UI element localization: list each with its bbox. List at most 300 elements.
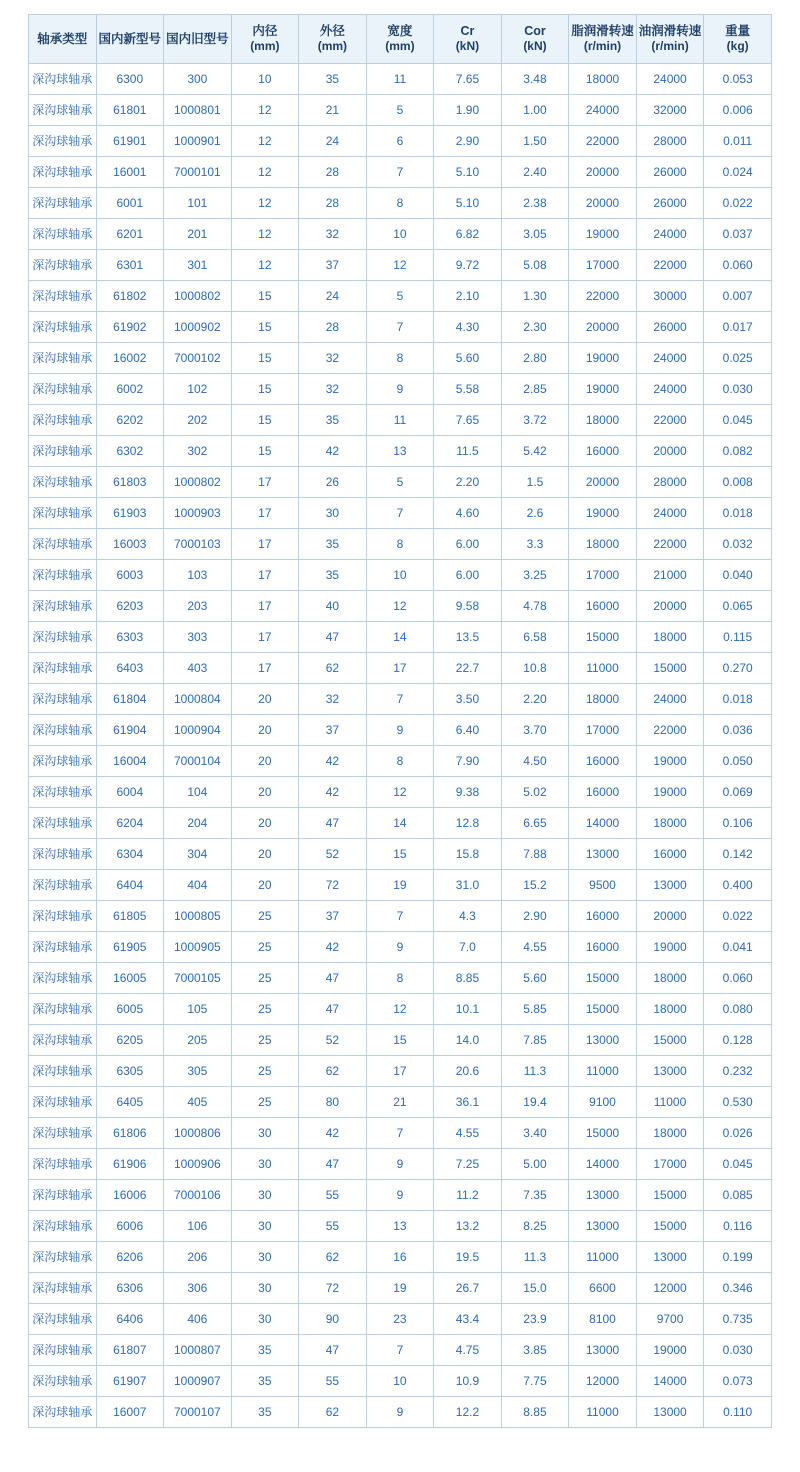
cell-width: 5: [366, 95, 434, 126]
cell-new-model: 61802: [96, 281, 164, 312]
cell-inner-diameter: 25: [231, 901, 299, 932]
cell-cr: 6.82: [434, 219, 502, 250]
cell-grease-speed: 6600: [569, 1273, 637, 1304]
cell-inner-diameter: 15: [231, 343, 299, 374]
cell-new-model: 6403: [96, 653, 164, 684]
cell-cor: 7.88: [501, 839, 569, 870]
cell-cr: 7.90: [434, 746, 502, 777]
cell-width: 8: [366, 343, 434, 374]
cell-cr: 36.1: [434, 1087, 502, 1118]
cell-bearing-type: 深沟球轴承: [29, 343, 97, 374]
cell-weight: 0.026: [704, 1118, 772, 1149]
cell-new-model: 16006: [96, 1180, 164, 1211]
cell-weight: 0.128: [704, 1025, 772, 1056]
cell-weight: 0.110: [704, 1397, 772, 1428]
cell-oil-speed: 18000: [636, 808, 704, 839]
cell-weight: 0.065: [704, 591, 772, 622]
column-header-unit: (mm): [385, 39, 415, 54]
cell-weight: 0.045: [704, 1149, 772, 1180]
table-row: [29, 95, 772, 126]
cell-outer-diameter: 42: [299, 932, 367, 963]
cell-width: 7: [366, 1335, 434, 1366]
cell-outer-diameter: 30: [299, 498, 367, 529]
cell-width: 9: [366, 932, 434, 963]
column-header-unit: (kg): [726, 39, 749, 54]
cell-outer-diameter: 37: [299, 901, 367, 932]
cell-width: 7: [366, 498, 434, 529]
cell-inner-diameter: 20: [231, 777, 299, 808]
table-row: [29, 684, 772, 715]
cell-bearing-type: 深沟球轴承: [29, 1087, 97, 1118]
table-row: [29, 1180, 772, 1211]
cell-grease-speed: 16000: [569, 932, 637, 963]
cell-oil-speed: 22000: [636, 405, 704, 436]
cell-new-model: 61904: [96, 715, 164, 746]
cell-cor: 8.85: [501, 1397, 569, 1428]
cell-oil-speed: 24000: [636, 498, 704, 529]
cell-bearing-type: 深沟球轴承: [29, 1056, 97, 1087]
cell-old-model: 303: [164, 622, 232, 653]
cell-oil-speed: 28000: [636, 467, 704, 498]
cell-bearing-type: 深沟球轴承: [29, 157, 97, 188]
cell-new-model: 6305: [96, 1056, 164, 1087]
cell-width: 12: [366, 777, 434, 808]
cell-bearing-type: 深沟球轴承: [29, 250, 97, 281]
cell-cr: 43.4: [434, 1304, 502, 1335]
cell-bearing-type: 深沟球轴承: [29, 529, 97, 560]
cell-grease-speed: 11000: [569, 1056, 637, 1087]
cell-inner-diameter: 10: [231, 64, 299, 95]
table-row: [29, 622, 772, 653]
cell-inner-diameter: 12: [231, 219, 299, 250]
cell-inner-diameter: 25: [231, 932, 299, 963]
cell-old-model: 7000103: [164, 529, 232, 560]
cell-inner-diameter: 30: [231, 1118, 299, 1149]
cell-bearing-type: 深沟球轴承: [29, 1118, 97, 1149]
cell-width: 12: [366, 591, 434, 622]
cell-grease-speed: 11000: [569, 653, 637, 684]
cell-grease-speed: 22000: [569, 281, 637, 312]
cell-oil-speed: 24000: [636, 219, 704, 250]
cell-cr: 4.30: [434, 312, 502, 343]
cell-inner-diameter: 30: [231, 1242, 299, 1273]
cell-cr: 4.55: [434, 1118, 502, 1149]
cell-old-model: 7000105: [164, 963, 232, 994]
cell-bearing-type: 深沟球轴承: [29, 1304, 97, 1335]
column-header-title: 脂润滑转速: [571, 24, 634, 39]
cell-outer-diameter: 47: [299, 808, 367, 839]
cell-outer-diameter: 24: [299, 281, 367, 312]
column-header-unit: (kN): [455, 39, 480, 54]
cell-oil-speed: 24000: [636, 374, 704, 405]
cell-outer-diameter: 32: [299, 684, 367, 715]
cell-old-model: 406: [164, 1304, 232, 1335]
cell-cr: 1.90: [434, 95, 502, 126]
cell-grease-speed: 15000: [569, 622, 637, 653]
cell-cr: 20.6: [434, 1056, 502, 1087]
cell-inner-diameter: 15: [231, 405, 299, 436]
cell-outer-diameter: 42: [299, 1118, 367, 1149]
column-header-title: 内径: [252, 24, 278, 39]
cell-old-model: 1000906: [164, 1149, 232, 1180]
table-row: [29, 746, 772, 777]
column-header-unit: (mm): [250, 39, 280, 54]
cell-width: 8: [366, 963, 434, 994]
cell-old-model: 204: [164, 808, 232, 839]
cell-grease-speed: 12000: [569, 1366, 637, 1397]
cell-inner-diameter: 30: [231, 1149, 299, 1180]
cell-cor: 7.75: [501, 1366, 569, 1397]
cell-weight: 0.041: [704, 932, 772, 963]
cell-bearing-type: 深沟球轴承: [29, 839, 97, 870]
cell-width: 8: [366, 746, 434, 777]
cell-weight: 0.050: [704, 746, 772, 777]
cell-weight: 0.270: [704, 653, 772, 684]
cell-inner-diameter: 20: [231, 715, 299, 746]
cell-outer-diameter: 40: [299, 591, 367, 622]
column-header-title: 轴承类型: [37, 31, 88, 46]
cell-old-model: 203: [164, 591, 232, 622]
cell-width: 7: [366, 312, 434, 343]
cell-cor: 4.78: [501, 591, 569, 622]
cell-width: 8: [366, 188, 434, 219]
cell-cor: 6.65: [501, 808, 569, 839]
cell-cr: 10.9: [434, 1366, 502, 1397]
table-row: [29, 188, 772, 219]
cell-grease-speed: 13000: [569, 839, 637, 870]
cell-weight: 0.008: [704, 467, 772, 498]
cell-outer-diameter: 28: [299, 188, 367, 219]
cell-bearing-type: 深沟球轴承: [29, 746, 97, 777]
cell-width: 19: [366, 870, 434, 901]
cell-old-model: 302: [164, 436, 232, 467]
table-header: [29, 15, 772, 64]
cell-cor: 19.4: [501, 1087, 569, 1118]
column-header-title: 重量: [725, 24, 751, 39]
cell-weight: 0.018: [704, 684, 772, 715]
cell-cr: 14.0: [434, 1025, 502, 1056]
cell-outer-diameter: 55: [299, 1180, 367, 1211]
cell-cr: 26.7: [434, 1273, 502, 1304]
cell-width: 11: [366, 64, 434, 95]
cell-new-model: 16004: [96, 746, 164, 777]
column-header-old-model: [164, 15, 232, 64]
cell-inner-diameter: 25: [231, 1087, 299, 1118]
column-header-title: 国内旧型号: [166, 31, 229, 46]
table-row: [29, 126, 772, 157]
cell-inner-diameter: 35: [231, 1366, 299, 1397]
cell-grease-speed: 13000: [569, 1025, 637, 1056]
table-row: [29, 870, 772, 901]
cell-cor: 7.35: [501, 1180, 569, 1211]
cell-weight: 0.017: [704, 312, 772, 343]
cell-cor: 3.25: [501, 560, 569, 591]
cell-oil-speed: 30000: [636, 281, 704, 312]
cell-grease-speed: 18000: [569, 64, 637, 95]
cell-cor: 5.00: [501, 1149, 569, 1180]
cell-old-model: 304: [164, 839, 232, 870]
table-row: [29, 1087, 772, 1118]
cell-inner-diameter: 12: [231, 126, 299, 157]
cell-inner-diameter: 12: [231, 95, 299, 126]
cell-grease-speed: 22000: [569, 126, 637, 157]
cell-cr: 7.65: [434, 405, 502, 436]
cell-cor: 5.08: [501, 250, 569, 281]
cell-bearing-type: 深沟球轴承: [29, 901, 97, 932]
cell-width: 14: [366, 622, 434, 653]
table-row: [29, 343, 772, 374]
cell-new-model: 61902: [96, 312, 164, 343]
cell-new-model: 6204: [96, 808, 164, 839]
cell-cr: 13.5: [434, 622, 502, 653]
table-row: [29, 374, 772, 405]
cell-old-model: 206: [164, 1242, 232, 1273]
cell-new-model: 6301: [96, 250, 164, 281]
cell-weight: 0.346: [704, 1273, 772, 1304]
table-row: [29, 250, 772, 281]
cell-oil-speed: 15000: [636, 1025, 704, 1056]
cell-cr: 7.65: [434, 64, 502, 95]
table-row: [29, 1397, 772, 1428]
cell-weight: 0.142: [704, 839, 772, 870]
table-row: [29, 467, 772, 498]
cell-bearing-type: 深沟球轴承: [29, 219, 97, 250]
table-row: [29, 1273, 772, 1304]
cell-width: 16: [366, 1242, 434, 1273]
cell-bearing-type: 深沟球轴承: [29, 653, 97, 684]
cell-grease-speed: 11000: [569, 1242, 637, 1273]
table-row: [29, 219, 772, 250]
table-row: [29, 1335, 772, 1366]
column-header-title: Cor: [524, 24, 546, 39]
cell-bearing-type: 深沟球轴承: [29, 1180, 97, 1211]
cell-new-model: 6205: [96, 1025, 164, 1056]
cell-outer-diameter: 62: [299, 1242, 367, 1273]
cell-new-model: 16007: [96, 1397, 164, 1428]
cell-width: 13: [366, 436, 434, 467]
table-row: [29, 405, 772, 436]
cell-new-model: 6206: [96, 1242, 164, 1273]
cell-oil-speed: 26000: [636, 312, 704, 343]
cell-new-model: 6005: [96, 994, 164, 1025]
column-header-grease-speed: [569, 15, 637, 64]
cell-grease-speed: 18000: [569, 529, 637, 560]
cell-cor: 3.05: [501, 219, 569, 250]
cell-old-model: 300: [164, 64, 232, 95]
cell-outer-diameter: 28: [299, 157, 367, 188]
cell-new-model: 61906: [96, 1149, 164, 1180]
cell-weight: 0.022: [704, 901, 772, 932]
cell-cor: 3.48: [501, 64, 569, 95]
cell-outer-diameter: 37: [299, 250, 367, 281]
cell-outer-diameter: 47: [299, 994, 367, 1025]
cell-inner-diameter: 25: [231, 1025, 299, 1056]
cell-inner-diameter: 25: [231, 1056, 299, 1087]
cell-cor: 10.8: [501, 653, 569, 684]
cell-cr: 6.40: [434, 715, 502, 746]
cell-oil-speed: 24000: [636, 64, 704, 95]
cell-old-model: 1000901: [164, 126, 232, 157]
cell-cor: 1.50: [501, 126, 569, 157]
cell-grease-speed: 16000: [569, 436, 637, 467]
table-row: [29, 1118, 772, 1149]
cell-weight: 0.030: [704, 1335, 772, 1366]
table-row: [29, 963, 772, 994]
cell-grease-speed: 13000: [569, 1211, 637, 1242]
table-row: [29, 1149, 772, 1180]
cell-oil-speed: 9700: [636, 1304, 704, 1335]
cell-bearing-type: 深沟球轴承: [29, 64, 97, 95]
cell-bearing-type: 深沟球轴承: [29, 777, 97, 808]
table-row: [29, 994, 772, 1025]
cell-cr: 4.3: [434, 901, 502, 932]
cell-inner-diameter: 30: [231, 1304, 299, 1335]
cell-weight: 0.085: [704, 1180, 772, 1211]
cell-outer-diameter: 42: [299, 436, 367, 467]
cell-oil-speed: 22000: [636, 529, 704, 560]
cell-cr: 11.5: [434, 436, 502, 467]
cell-inner-diameter: 17: [231, 498, 299, 529]
cell-cor: 1.00: [501, 95, 569, 126]
cell-new-model: 6002: [96, 374, 164, 405]
cell-oil-speed: 20000: [636, 436, 704, 467]
cell-cor: 5.60: [501, 963, 569, 994]
cell-grease-speed: 16000: [569, 901, 637, 932]
cell-oil-speed: 19000: [636, 777, 704, 808]
cell-oil-speed: 22000: [636, 715, 704, 746]
cell-oil-speed: 15000: [636, 1211, 704, 1242]
cell-weight: 0.199: [704, 1242, 772, 1273]
cell-new-model: 6405: [96, 1087, 164, 1118]
cell-oil-speed: 18000: [636, 994, 704, 1025]
cell-bearing-type: 深沟球轴承: [29, 1273, 97, 1304]
cell-bearing-type: 深沟球轴承: [29, 1242, 97, 1273]
cell-inner-diameter: 17: [231, 591, 299, 622]
cell-cor: 2.85: [501, 374, 569, 405]
cell-cr: 10.1: [434, 994, 502, 1025]
cell-new-model: 61905: [96, 932, 164, 963]
cell-grease-speed: 9500: [569, 870, 637, 901]
cell-oil-speed: 18000: [636, 1118, 704, 1149]
cell-inner-diameter: 17: [231, 467, 299, 498]
cell-old-model: 106: [164, 1211, 232, 1242]
cell-width: 5: [366, 467, 434, 498]
column-header-cor: [501, 15, 569, 64]
cell-cr: 3.50: [434, 684, 502, 715]
cell-inner-diameter: 17: [231, 653, 299, 684]
cell-cor: 7.85: [501, 1025, 569, 1056]
cell-width: 14: [366, 808, 434, 839]
cell-cor: 4.50: [501, 746, 569, 777]
cell-bearing-type: 深沟球轴承: [29, 405, 97, 436]
cell-inner-diameter: 20: [231, 870, 299, 901]
column-header-weight: [704, 15, 772, 64]
cell-bearing-type: 深沟球轴承: [29, 808, 97, 839]
cell-cr: 2.20: [434, 467, 502, 498]
cell-cr: 4.75: [434, 1335, 502, 1366]
cell-cor: 15.0: [501, 1273, 569, 1304]
cell-oil-speed: 20000: [636, 591, 704, 622]
cell-old-model: 103: [164, 560, 232, 591]
cell-weight: 0.025: [704, 343, 772, 374]
cell-grease-speed: 20000: [569, 312, 637, 343]
cell-old-model: 7000102: [164, 343, 232, 374]
column-header-title: Cr: [460, 24, 475, 39]
cell-cr: 5.60: [434, 343, 502, 374]
cell-weight: 0.232: [704, 1056, 772, 1087]
cell-bearing-type: 深沟球轴承: [29, 715, 97, 746]
cell-weight: 0.053: [704, 64, 772, 95]
cell-grease-speed: 13000: [569, 1180, 637, 1211]
cell-grease-speed: 18000: [569, 684, 637, 715]
cell-cr: 12.2: [434, 1397, 502, 1428]
cell-grease-speed: 16000: [569, 746, 637, 777]
cell-old-model: 202: [164, 405, 232, 436]
cell-new-model: 6406: [96, 1304, 164, 1335]
cell-width: 7: [366, 1118, 434, 1149]
cell-new-model: 61805: [96, 901, 164, 932]
cell-outer-diameter: 32: [299, 219, 367, 250]
cell-grease-speed: 20000: [569, 157, 637, 188]
cell-outer-diameter: 28: [299, 312, 367, 343]
cell-cr: 7.25: [434, 1149, 502, 1180]
table-row: [29, 777, 772, 808]
cell-inner-diameter: 12: [231, 188, 299, 219]
column-header-title: 油润滑转速: [638, 24, 702, 39]
cell-width: 15: [366, 1025, 434, 1056]
cell-oil-speed: 22000: [636, 250, 704, 281]
cell-width: 10: [366, 1366, 434, 1397]
cell-grease-speed: 11000: [569, 1397, 637, 1428]
cell-cor: 3.85: [501, 1335, 569, 1366]
cell-weight: 0.040: [704, 560, 772, 591]
column-header-new-model: [96, 15, 164, 64]
cell-old-model: 305: [164, 1056, 232, 1087]
cell-outer-diameter: 47: [299, 1335, 367, 1366]
cell-width: 9: [366, 374, 434, 405]
cell-oil-speed: 13000: [636, 1056, 704, 1087]
cell-cr: 19.5: [434, 1242, 502, 1273]
cell-grease-speed: 17000: [569, 560, 637, 591]
cell-weight: 0.022: [704, 188, 772, 219]
cell-new-model: 6004: [96, 777, 164, 808]
table-row: [29, 932, 772, 963]
cell-grease-speed: 13000: [569, 1335, 637, 1366]
cell-outer-diameter: 80: [299, 1087, 367, 1118]
cell-grease-speed: 19000: [569, 498, 637, 529]
cell-new-model: 6202: [96, 405, 164, 436]
cell-oil-speed: 19000: [636, 1335, 704, 1366]
cell-cr: 4.60: [434, 498, 502, 529]
cell-bearing-type: 深沟球轴承: [29, 1025, 97, 1056]
cell-cor: 23.9: [501, 1304, 569, 1335]
cell-cr: 7.0: [434, 932, 502, 963]
cell-old-model: 7000101: [164, 157, 232, 188]
cell-bearing-type: 深沟球轴承: [29, 591, 97, 622]
cell-bearing-type: 深沟球轴承: [29, 95, 97, 126]
cell-new-model: 16005: [96, 963, 164, 994]
cell-outer-diameter: 21: [299, 95, 367, 126]
cell-cr: 5.58: [434, 374, 502, 405]
cell-outer-diameter: 47: [299, 963, 367, 994]
cell-outer-diameter: 55: [299, 1211, 367, 1242]
cell-width: 5: [366, 281, 434, 312]
table-row: [29, 64, 772, 95]
cell-bearing-type: 深沟球轴承: [29, 684, 97, 715]
cell-weight: 0.530: [704, 1087, 772, 1118]
cell-oil-speed: 26000: [636, 157, 704, 188]
table-row: [29, 312, 772, 343]
